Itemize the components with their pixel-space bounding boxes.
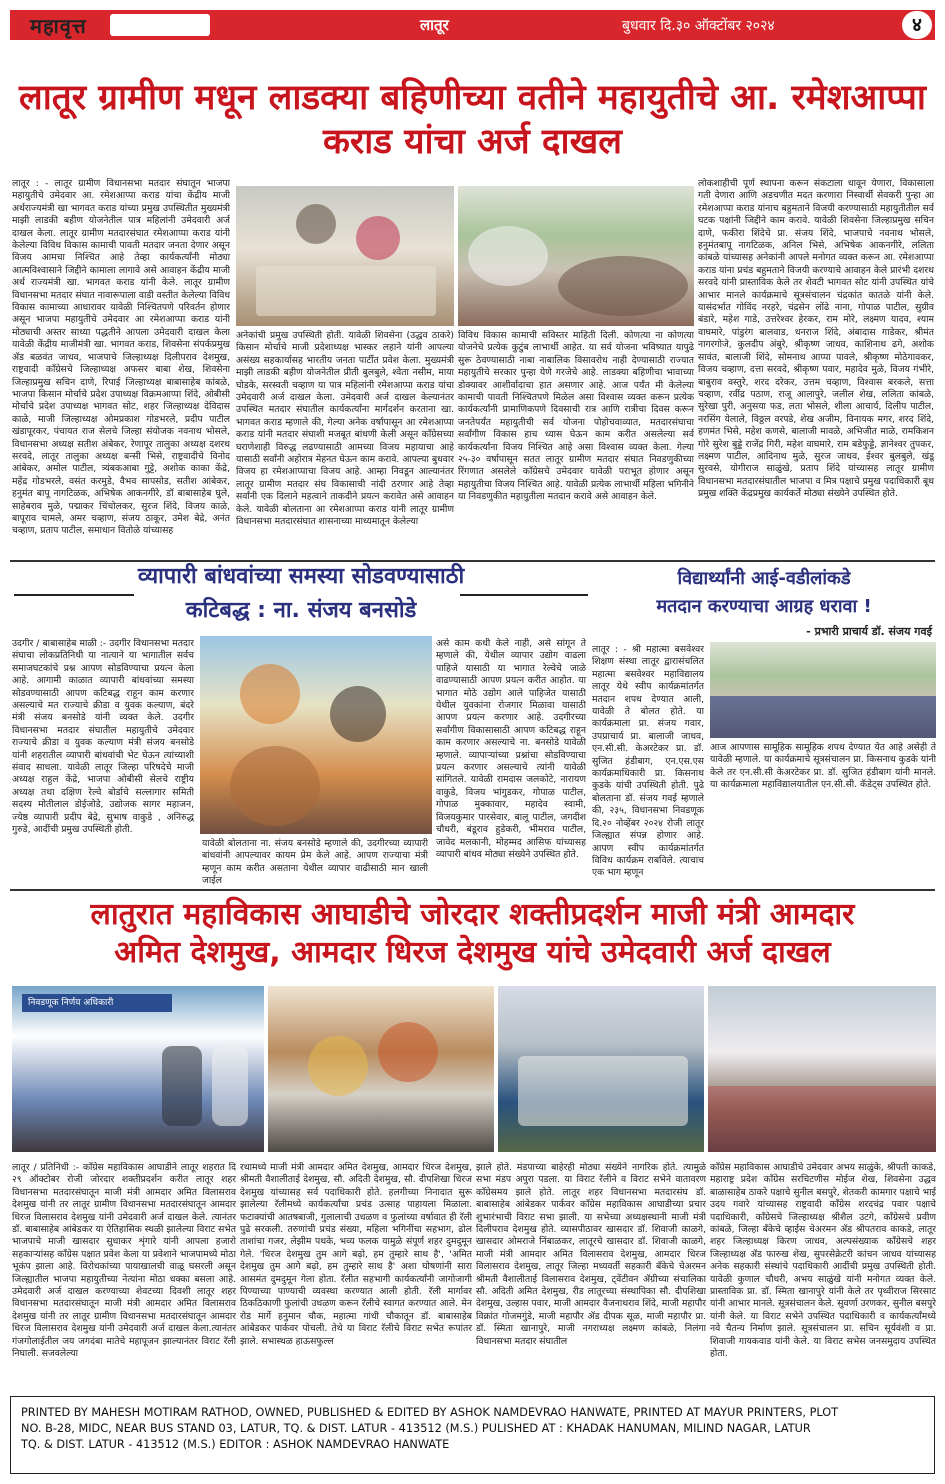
story1-column-3: विविध विकास कामाची सविस्तर माहिती दिली. कोणत्या ना कोणत्या योजनेचे प्रत्येक कुटुंब लाभार्थी आहेत. या सर्व योजना भविष्यात यापुढे सुरू ठेवण्यासाठी नाबा नाबालिक विसावरोध नाही देण्यासाठी राज्यात महायुतीचे सरकार पुन्हा येणे गरजेचे आहे. लाडक्या बहिणीचा भावाच्या डोक्यावर आशीर्वादाचा हात असणार आहे. आज पर्यंत मी केलेल्या कामाची पावती निश्चितपणे मिळेल असा विश्वास व्यक्त करून प्रत्येक कार्यकर्त्यांनी प्रामाणिकपणे दिवसाची रात्र आणि रात्रीचा दिवस करून जनतेपर्यंत महायुतीची सर्व योजना पोहोचवाव्यात, मतदारसंघाचा सर्वांगीण विकास हाच ध्यास घेऊन काम करीत असलेल्या सर्व कार्यकर्त्यांना विजय निश्चित आहे असा विश्वास व्यक्त केला. गेल्या २५-३० वर्षापासून सतत लातूर ग्रामीण मतदार संघात निवडणुकीच्या रिंगणात असलेले काँग्रेसचे उमेदवार यावेळी पराभूत होणार असून महायुतीचा विजय निश्चित आहे. यावेळी प्रत्येक लाभार्थी महिला भगिनीने या निवडणुकीत महायुतीला मतदान करावे असे आवाहन केले. bbox=[458, 330, 694, 503]
story4-photo-election-office bbox=[12, 986, 264, 1152]
imprint-line-1: PRINTED BY MAHESH MOTIRAM RATHOD, OWNED, PUBLISHED & EDITED BY ASHOK NAMDEVRAO HANWATE, PRINTED AT MAYUR PRINTERS, PLOT bbox=[21, 1406, 839, 1419]
story2-title-line-1: व्यापारी बांधवांच्या समस्या सोडवण्यासाठी bbox=[137, 564, 465, 589]
story4-column-2: रथामध्ये माजी मंत्री आमदार अमित देशमुख, आमदार धिरज देशमुख, श्रीमती वैशालीताई देशमुख, सौ. अदिती देशमुख, सौ. दीपशिखा धिरज देशमुख यांच्यासह सर्व पदाधिकारी होते. हलगीच्या निनादात सुरू झालेल्या रॅलीमध्ये कार्यकर्त्यांचा प्रचंड उत्साह पाहायला मिळाला. फटाक्यांची आतषबाजी, गुलालाची उधळण व फुलांच्या वर्षावात ही रॅली पुढे सरकली. तरुणांची प्रचंड संख्या, महिला भगिनींचा सहभाग, ढोल ताशांचा गजर, लेझीम पथके, भव्य फलक यामुळे संपूर्ण शहर दुमदुमून गेले. 'धिरज देशमुख तुम आगे बढ़ो, हम तुम्हारे साथ है', 'अमित देशमुख तुम आगे बढ़ो, हम तुम्हारे साथ है' अशा घोषणांनी सारा आसमंत दुमदुमून गेला होता. रॅलीत सहभागी कार्यकर्त्यांनी जागोजागी पिण्याच्या पाण्याची व्यवस्था करण्यात आली होती. रॅली मार्गावर ठिकठिकाणी फुलांची उधळण करून रॅलीचे स्वागत करण्यात आले. मेन रोड मार्गे हनुमान चौक, महात्मा गांधी चौकातून डॉ. बाबासाहेब आंबेडकर पार्कवर पोचली. तेथे या विराट रॅलीचे विराट सभेत रूपांतर झाले. सभास्थळ हाऊसफुल्ल bbox=[240, 1162, 472, 1347]
page-number: ४ bbox=[902, 11, 932, 39]
story3-column-1: लातूर : - श्री महात्मा बसवेश्वर शिक्षण संस्था लातूर द्वारासंचलित महात्मा बसवेश्वर महाविद्यालय लातूर येथे स्वीप कार्यक्रमांतर्गत मतदान शपथ देण्यात आली, यावेळी ते बोलत होते. या कार्यक्रमाला प्रा. संजय गवार, उपप्राचार्य प्रा. बालाजी जाधव, एन.सी.सी. केअरटेकर प्रा. डॉ. सुजित हंडीबाग, एन.एस.एस कार्यक्रमाधिकारी प्रा. किसनाथ कुडके यांची उपस्थिती होती. पुढे बोलताना डॉ. संजय गवई म्हणाले की, २३५, विधानसभा निवडणूक दि.२० नोव्हेंबर २०२४ रोजी लातूर जिल्ह्यात संपन्न होणार आहे. आपण स्वीप कार्यक्रमांतर्गत विविध कार्यक्रम राबविले. त्याचाच एक भाग म्हणून bbox=[592, 644, 704, 879]
story3-byline: - प्रभारी प्राचार्य डॉ. संजय गवई bbox=[806, 625, 932, 638]
story4-column-1: लातूर / प्रतिनिधी :- कॉंग्रेस महाविकास आघाडीने लातूर शहरात दि २९ ऑक्टोबर रोजी जोरदार शक्तीप्रदर्शन करीत लातूर शहर विधानसभा मतदारसंघातून माजी मंत्री आमदार अमित विलासराव देशमुख यांनी तर लातूर ग्रामीण विधानसभा मतदारसंघातून आमदार धिरज विलासराव देशमुख यांनी उमेदवारी अर्ज दाखल केले. त्यानंतर डॉ. बाबासाहेब आंबेडकर या ऐतिहासिक स्थळी झालेल्या विराट सभेत भाजपाचे माजी खासदार सुधाकर शृंगारे यांनी आपला हजारो सहकाऱ्यांसह कॉंग्रेस पक्षात प्रवेश केला या प्रवेशाने भाजपामध्ये मोठा भूकंप झाला आहे. विरोधकांच्या पायाखालची वाळू घसरली असून जिल्ह्यातील भाजपा महायुतीच्या नेत्यांना मोठा धक्का बसला आहे. उमेदवारी अर्ज दाखल करण्याच्या शेवटच्या दिवशी लातूर शहर विधानसभा मतदारसंघातून माजी मंत्री आमदार अमित विलासराव देशमुख यांनी तर लातूर ग्रामीण विधानसभा मतदारसंघातून आमदार धिरज विलासराव देशमुख यांनी उमेदवारी अर्ज दाखल केला.त्यानंतर गंजगोलाईतील जय जगदंबा मातेचे महापूजन झाल्यानंतर विराट रॅली निघाली. सजवलेल्या bbox=[12, 1162, 236, 1360]
story1-column-4: लोकशाहीची पूर्ण स्थापना करून संकटाला धावून येणारा, विकासाला गती देणारा आणि अडचणीत मदत करणारा निस्वार्थी सेवकरी पुन्हा आ रमेशआप्पा कराड यांनाच बहुमताने विजयी करण्यासाठी महायुतीतील सर्व घटक पक्षांनी जिद्दीने काम करावे. यावेळी शिवसेना जिल्हाप्रमुख सचिन दाणे, फकीरा शिंदेचे प्रा. संजय शिंदे, भाजपाचे नवनाथ भोसले, हनुमंतबापू नागटिळक, अनिल भिसे, अभिषेक आकनगीरे, ललिता कांबळे यांच्यासह अनेकांनी आपले मनोगत व्यक्त करून आ. रमेशआप्पा कराड यांना प्रचंड बहुमताने विजयी करण्याचे आवाहन केले प्रारंभी दशरथ सरवदे यांनी प्रास्ताविक केले तर शेवटी भागवत सोट यांनी उपस्थित यांचे आभार मानले कार्यक्रमाचे सूत्रसंचालन चंद्रकांत कातळे यांनी केले. यासंदर्भात गोविंद नरहरे, चंद्रसेन लोंढे नाना, गोपाळ पाटील, सुग्रीव बंडारे, महेश गाडे, उत्तरेश्वर हेरकर, राम मोरे, लक्ष्मण यादव, श्याम वाघमारे, पांडुरंग बालवाड, धनराज शिंदे, अंबादास गाडेकर, श्रीमंत नागरगोजे, कुलदीप अंबुरे, श्रीकृष्ण जाधव, काशिनाथ ढगे, अशोक सावंत, बालाजी शिंदे, सोमनाथ आप्पा पावले, श्रीकृष्ण मोठेगावकर, विजय चव्हाण, दत्ता सरवदे, श्रीकृष्ण पवार, महादेव मुळे, विजय गंभीरे, बाबुराव वस्तुरे, शरद दरेकर, उत्तम चव्हाण, विश्वास बरकले, सत्ता चव्हाण, रवींद्र पठाण, राजू आलापुरे, जलील शेख, ललिता कांबळे, सुरेखा पुरी, अनुसया फड, लता भोसले, शीला आचार्य, दिलीप पाटील, नरसिंग येलाले, विठ्ठल वरपडे, शेख अजीम, विनायक मगर, शरद शिंदे, हणमंत भिसे, महेश कणसे, बालाजी मावळे, अभिजीत माळे, रामकिशन गोरे सुरेश बुड्डे राजेंद्र गिरी, महेश वाघमारे, राम बडेफुड्डे, ज्ञानेश्वर तुपकर, लक्ष्मण पाटील, आदिनाथ मुळे, सुरज जाधव, ईश्वर बुलबुले, खंडू सुरवसे, योगीराज साळुंखे, प्रताप शिंदे यांच्यासह लातूर ग्रामीण विधानसभा मतदारसंघातील भाजपा व मित्र पक्षाचे प्रमुख पदाधिकारी बूथ प्रमुख शक्ति केंद्रप्रमुख कार्यकर्ते मोठ्या संख्येने उपस्थित होते. bbox=[698, 178, 934, 500]
story2-photo-caption: यावेळी बोलताना ना. संजय बनसोडे म्हणाले की, उदगीरच्या व्यापारी बांधवांनी आपल्यावर कायम प्रेम केले आहे. आपण राज्याचा मंत्री म्हणून काम करीत असताना येथील व्यापार वाढीसाठी मान खाली जाईल bbox=[202, 838, 428, 887]
masthead-brand: महावृत्त bbox=[30, 14, 87, 38]
imprint-footer bbox=[10, 1396, 935, 1474]
story2-column-3: असे काम कधी केले नाही, असे सांगून ते म्हणाले की, येथील व्यापार उद्योग वाढला पाहिजे यासाठी या भागात रेल्वेचे जाळे वाढण्यासाठी आपण प्रयत्न करीत आहोत. या भागात मोठे उद्योग आले पाहिजेत यासाठी येथील युवकांना रोजगार मिळावा यासाठी आपण प्रयत्न करणार आहे. उदगीरच्या सर्वांगीण विकासासाठी आपण कटिबद्ध राहून काम करणार असल्याचे ना. बनसोडे यावेळी म्हणाले. व्यापाऱ्यांच्या प्रश्नांचा सोडविण्याचा प्रयत्न करणार असल्याचे त्यांनी यावेळी सांगितले. यावेळी रामदास जलकोटे, नारायण वाकुडे, विजय भांगुडकर, गोपाळ पाटील, गोपाळ मुक्कावार, महादेव स्वामी, विजयकुमार पारसेवार, बालू पाटील, जगदीश चौधरी, बंडूराव हुडेकरी, भीमराव पाटील, जावेद मलकानी, मोहम्मद आसिफ यांच्यासह व्यापारी बांधव मोठ्या संख्येने उपस्थित होते. bbox=[436, 638, 586, 860]
imprint-line-2: NO. B-28, MIDC, NEAR BUS STAND 03, LATUR, TQ. & DIST. LATUR - 413512 (M.S.) PULISHED AT : KHADAK HANUMAN, MILIND NAGAR, LATUR bbox=[21, 1422, 811, 1435]
story2-photo-minister bbox=[200, 636, 432, 834]
masthead-bar bbox=[10, 10, 935, 40]
story4-column-4: कॉंग्रेस महाविकास आघाडीचे उमेदवार अभय साळुंके, श्रीपती काकडे, महाराष्ट्र प्रदेश कॉंग्रेस सरचिटणीस मोईज शेख, शिवसेना उद्धव बाळासाहेब ठाकरे पक्षाचे सुनील बसपुरे, शेतकरी कामगार पक्षाचे भाई उदय गवारे यांच्यासह राष्ट्रवादी कॉंग्रेस शरदचंद्र पवार पक्षाचे पदाधिकारी, कॉंग्रेसचे जिल्हाध्यक्ष श्रीशैल उटगे, कॉंग्रेसचे प्रवीण कांबळे, जिल्हा बँकेचे व्हाईस चेअरमन ॲड श्रीपतराव काकडे, लातूर शहर जिल्हाध्यक्ष किरण जाधव, अल्पसंख्याक काँग्रेसचे शहर जिल्हाध्यक्ष ॲड फारुख शेख, सुपरसेक्रेटरी कांचन जाधव यांच्यासह अनेक सहकारी संस्थांचे पदाधिकारी आदींची प्रमुख उपस्थिती होती. यावेळी कुणाल चौधरी, अभय साळुंखे यांनी मनोगत व्यक्त केले. प्रास्ताविक प्रा. डॉ. स्मिता खानापुरे यांनी केले तर पृथ्वीराज सिरसाट यांनी आभार मानले. सूत्रसंचालन केले. सुवर्णा उरणकर, सुनील बसपुरे यांनी केले. या विराट सभेने उपस्थित पदाधिकारी व कार्यकर्त्यांमध्ये नवे चैतन्य निर्माण झाले. सूत्रसंचालन प्रा. सचिन सूर्यवंशी व प्रा. शिवाजी गायकवाड यांनी केले. या विराट सभेस जनसमुदाय उपस्थित होता. bbox=[710, 1162, 936, 1360]
divider bbox=[460, 594, 588, 596]
story1-column-1: लातूर : - लातूर ग्रामीण विधानसभा मतदार संघातून भाजपा महायुतीचे उमेदवार आ. रमेशआप्पा कराड यांचा केंद्रीय माजी अर्थराज्यमंत्री खा भागवत कराड यांच्या प्रमुख उपस्थितीत मुख्यमंत्री माझी लाडकी बहीण योजनेतील पात्र महिलांनी उमेदवारी अर्ज दाखल केला. लातूर ग्रामीण मतदारसंघात रमेशआप्पा कराड यांनी केलेल्या विविध विकास कामाची पावती मतदार जनता देणार असून विजय आमचा निश्चित आहे तेव्हा कार्यकर्त्यांनी मोठ्या आत्मविश्वासाने जिद्दीने कामाला लागावे असे आवाहन केंद्रीय माजी अर्थ राज्यमंत्री खा. भागवत कराड यांनी केले. लातूर ग्रामीण विधानसभा मतदार संघात नावारूपाला वाडी वस्तीत केलेल्या विविध विकास कामाच्या आधारावर यावेळी निश्चितपणे परिवर्तन होणार असून भाजपा महायुतीचे उमेदवार आ रमेशआप्पा कराड यांनी मोठ्याची अस्तर साध्या पद्धतीने आपला उमेदवारी दाखल केला यावेळी केंद्रीय माजीमंत्री खा. भागवत कराड, शिवसेना संपर्कप्रमुख ॲड बळवंत जाधव, भाजपाचे जिल्हाध्यक्ष दिलीपराव देशमुख, राष्ट्रवादी कॉंग्रेसचे जिल्हाध्यक्ष अफसर बाबा शेख, शिवसेना जिल्हाप्रमुख सचिन दाणे, रिपाई जिल्हाध्यक्ष बाबासाहेब कांबळे, भाजपा किसान मोर्चाचे प्रदेश उपाध्यक्ष विक्रमआप्पा शिंदे, ओबीसी मोर्चाचे प्रदेश उपाध्यक्ष भागवत सोट, शहर जिल्हाध्यक्ष देविदास काळे, माजी जिल्हाध्यक्ष ओमप्रकाश गोडभरले, प्रदीप पाटील खंडापूरकर, पंचायत राज सेलचे जिल्हा संयोजक नवनाथ भोसले, विधानसभा अध्यक्ष सतीश अंबेकर, रेणापूर तालुका अध्यक्ष दशरथ सरवदे, लातूर तालुका अध्यक्ष बन्सी भिसे, राष्ट्रवादीचे विनोद आंबेकर, अमोल पाटील, त्र्यंबकआबा गुट्टे, अशोक काका केंद्रे, महेंद्र गोडभरले, वसंत करमुडे, वैभव सापसोड, सतीश आंबेकर, हनुमंत बापू नागटिळक, अभिषेक आकनगीरे, डॉ बाबासाहेब घुले, साहेबराव मुळे, पद्माकर चिंचोलकर, सुरज शिंदे, विजय काळे, बापूराव चामले, अमर चव्हाण, संजय ठाकूर, उमेश बेद्रे, अनंत चव्हाण, प्रताप पाटील, समाधान वितोळे यांच्यासह bbox=[12, 178, 230, 537]
divider bbox=[10, 889, 935, 891]
masthead-label-box bbox=[110, 14, 210, 36]
story2-title-line-2: कटिबद्ध : ना. संजय बनसोडे bbox=[185, 598, 417, 623]
story1-column-2: अनेकांची प्रमुख उपस्थिती होती. यावेळी शिवसेना (उद्धव ठाकरे) किसान मोर्चाचे माजी प्रदेशाध्यक्ष भास्कर लहाने यांनी आपल्या असंख्य सहकार्यासह भारतीय जनता पार्टीत प्रवेश केला. मुख्यमंत्री माझी लाडकी बहीण योजनेतील प्रीती बुलबुले, श्वेता नसीम, माया घोडके, सरस्वती चव्हाण या पात्र महिलांनी रमेशआप्पा कराड यांचा उमेदवारी अर्ज दाखल केला. उमेदवारी अर्ज दाखल केल्यानंतर उपस्थित मतदार संघातील कार्यकर्त्यांना मार्गदर्शन करताना खा. भागवत कराड म्हणाले की, गेल्या अनेक वर्षापासून आ रमेशआप्पा कराड यांनी मतदार संघाशी मजबूत बांधणी केली असून कॉंग्रेसच्या घराणेशाही विरुद्ध लढण्यासाठी आमच्या विजय महायाचा आहे यासाठी सर्वांनी अहोरात्र मेहनत घेऊन काम करावे. आपल्या बुधवार विजय हा रमेशआप्पाचा विजय आहे. आम्हा निवडून आल्यानंतर लातूर ग्रामीण मतदार संघ विकासाची नांदी ठरणार आहे तेव्हा सर्वांनी एक दिलाने महत्वाने ताकदीने प्रयत्न करावेत असे आवाहन केले. यावेळी बोलताना आ रमेशआप्पा कराड यांनी लातूर ग्रामीण विधानसभा मतदारसंघात शासनाच्या माध्यमातून केलेल्या bbox=[236, 330, 454, 528]
story4-column-3: झाले होते. मंडपाच्या बाहेरही मोठ्या संख्येने नागरिक होते. त्यामुळे सभा मंडप अपुरा पडला. या विराट रॅलीने व विराट सभेने वातावरण कॉंग्रेसमय झाले होते. लातूर शहर विधानसभा मतदारसंघ डॉ. बाबासाहेब आंबेडकर पार्कवर कॉंग्रेस महाविकास आघाडीच्या प्रचार शुभारंभाची विराट सभा झाली. या सभेच्या अध्यक्षस्थानी माजी मंत्री दिलीपराव देशमुख होते. व्यासपीठावर खासदार डॉ. शिवाजी काळगे, खासदार ओमराजे निंबाळकर, लातूरचे खासदार डॉ. शिवाजी काळगे, माजी मंत्री आमदार अमित विलासराव देशमुख, आमदार धिरज विलासराव देशमुख, लातूर जिल्हा मध्यवर्ती सहकारी बँकेचे चेअरमन श्रीमती वैशालीताई विलासराव देशमुख, ट्वेंटीवन ॲग्रीच्या संचालिका सौ. अदिती अमित देशमुख, रीड लातूरच्या संस्थापिका सौ. दीपशिखा देशमुख, उल्हास पवार, माजी आमदार वैजनाथराव शिंदे, माजी महापौर विक्रांत गोजमगुंडे, माजी महापौर ॲड दीपक सूळ, माजी महापौर प्रा. डॉ. स्मिता खानापुरे, माजी नगराध्यक्ष लक्ष्मण कांबळे, निलंगा विधानसभा मतदार संघातील bbox=[476, 1162, 706, 1347]
story4-photo-stage bbox=[498, 986, 704, 1152]
story3-title-line-1: विद्यार्थ्यांनी आई-वडीलांकडे bbox=[677, 568, 851, 589]
story1-photo-crowd bbox=[458, 186, 694, 326]
divider bbox=[14, 594, 134, 596]
story3-photo-students bbox=[710, 642, 936, 738]
story1-photo-nomination-desk bbox=[236, 186, 454, 326]
masthead-date: बुधवार दि.३० ऑक्टोंबर २०२४ bbox=[622, 18, 775, 34]
story4-headline-line-1: लातुरात महाविकास आघाडीचे जोरदार शक्तीप्रदर्शन माजी मंत्री आमदार bbox=[90, 897, 855, 932]
masthead-city: लातूर bbox=[420, 16, 449, 34]
story3-column-2: आज आपणास सामूहिक सामूहिक शपथ देण्यात येत आहे असेही ते यावेळी म्हणाले. या कार्यक्रमाचे सूत्रसंचालन प्रा. किसनाथ कुडके यांनी केले तर एन.सी.सी केअरटेकर प्रा. डॉ. सुजित हंडीबाग यांनी मानले. या कार्यक्रमाला महाविद्यालयातील एन.सी.सी. कॅडेट्स उपस्थित होते. bbox=[710, 742, 936, 791]
story1-headline: लातूर ग्रामीण मधून लाडक्या बहिणीच्या वतीने महायुतीचे आ. रमेशआप्पा कराड यांचा अर्ज दाखल bbox=[19, 78, 926, 162]
story2-column-1: उदगीर / बाबासाहेब माळी :- उदगीर विधानसभा मतदार संघाचा लोकप्रतिनिधी या नात्याने या भागातील सर्वच समाजघटकांचे प्रश्न आपण सोडविण्याचा प्रयत्न केला आहे. आगामी काळात व्यापारी बांधवांच्या समस्या सोडवण्यासाठी आपण कटिबद्ध राहून काम करणार असल्याचे मत राज्याचे क्रीडा व युवक कल्याण, बंदरे मंत्री संजय बनसोडे यांनी व्यक्त केले. उदगीर विधानसभा मतदार संघातील महायुतीचे उमेदवार राज्याचे क्रीडा व युवक कल्याण मंत्री संजय बनसोडे यांनी शहरातील व्यापारी बांधवांची भेट घेऊन त्यांच्याशी संवाद साधला. यावेळी लातूर जिल्हा परिषदेचे माजी अध्यक्ष राहुल केंद्रे, भाजपा ओबीसी सेलचे राष्ट्रीय अध्यक्ष तथा दक्षिण रेल्वे बोर्डाचे सल्लागार समिती सदस्य मोतीलाल डोईजोडे, उद्योजक सागर महाजन, ज्येष्ठ व्यापारी प्रदीप बेद्रे, सुभाष वाकुडे , अनिरुद्ध गुरुडे, आदींची प्रमुख उपस्थिती होती. bbox=[12, 638, 194, 836]
story4-photo-audience bbox=[708, 986, 936, 1152]
story4-photo-sign: निवडणूक निर्णय अधिकारी bbox=[22, 994, 172, 1012]
story4-headline-line-2: अमित देशमुख, आमदार धिरज देशमुख यांचे उमेदवारी अर्ज दाखल bbox=[114, 935, 831, 970]
story3-title-line-2: मतदान करण्याचा आग्रह धरावा ! bbox=[656, 596, 872, 617]
story4-photo-rally-vehicle bbox=[268, 986, 494, 1152]
imprint-line-3: TQ. & DIST. LATUR - 413512 (M.S.) EDITOR : ASHOK NAMDEVRAO HANWATE bbox=[21, 1438, 450, 1451]
